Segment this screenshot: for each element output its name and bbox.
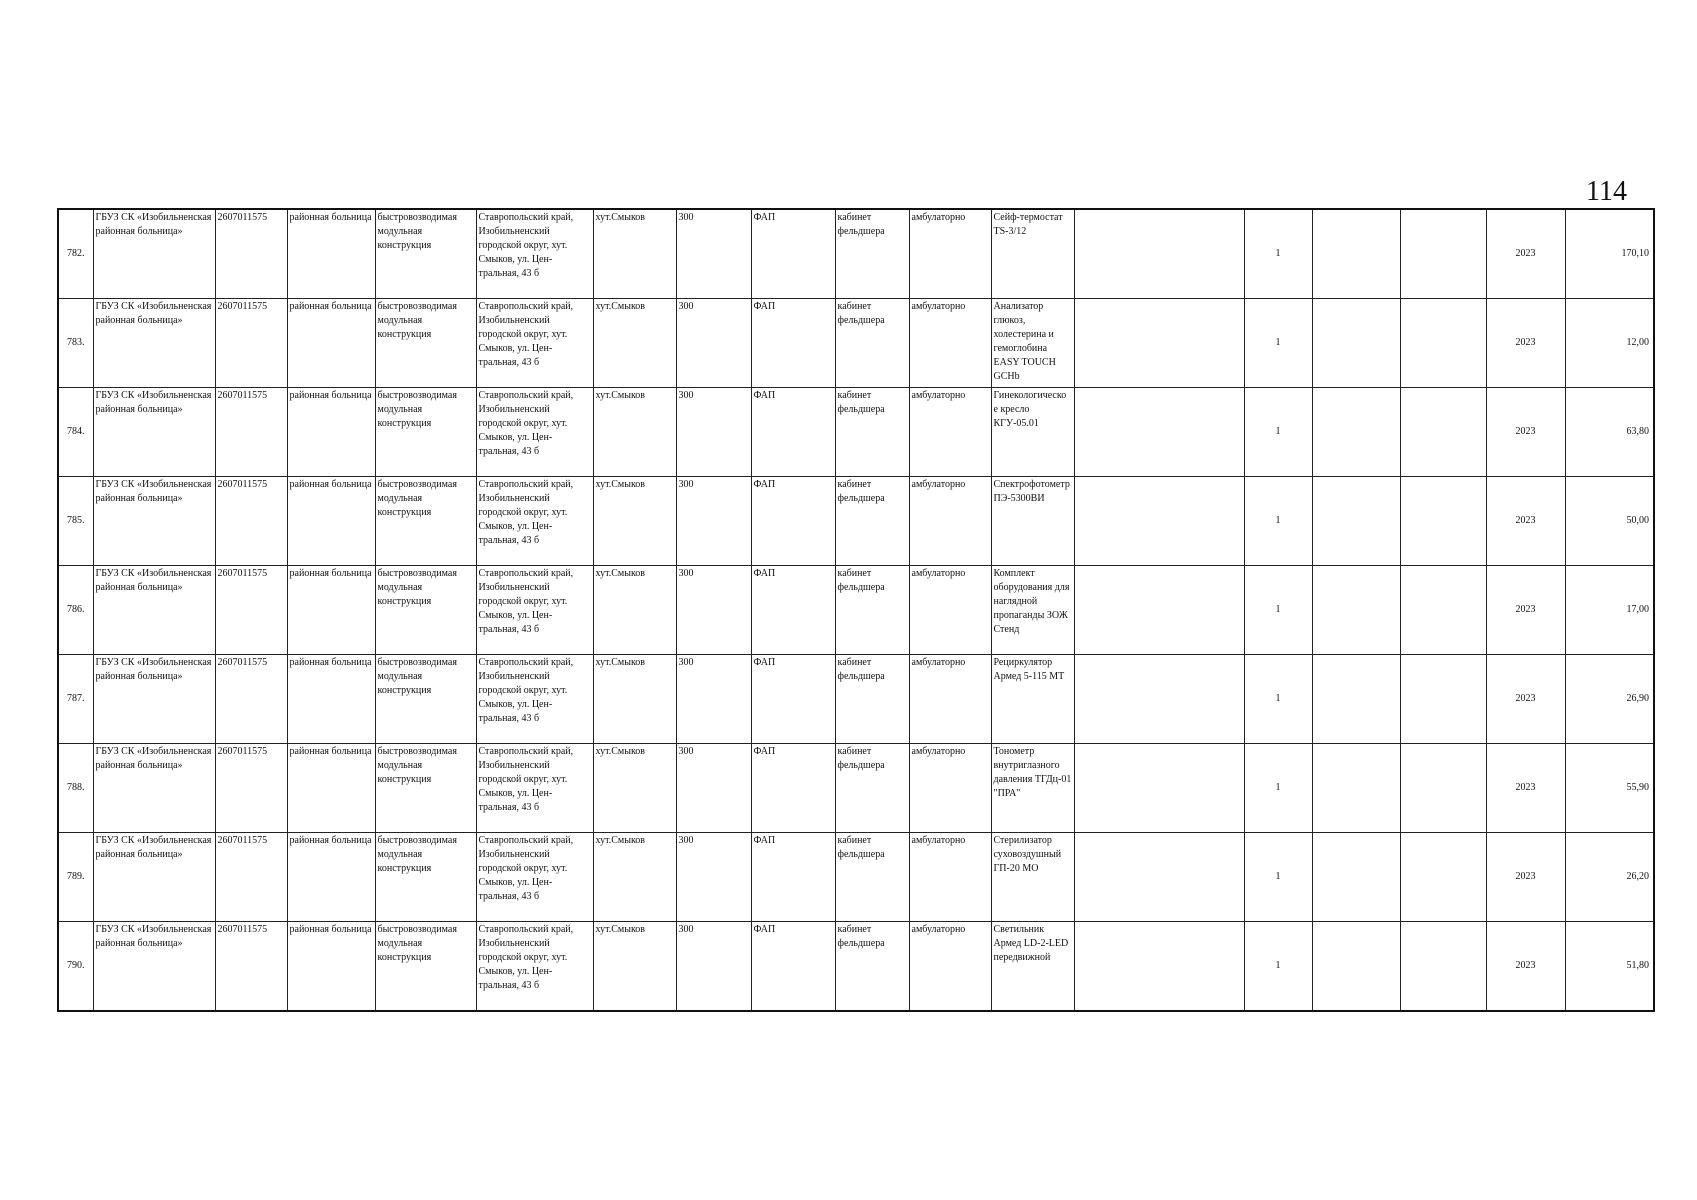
settlement-cell: хут.Смыков — [593, 655, 676, 744]
population-cell: 300 — [676, 744, 751, 833]
inn-cell: 2607011575 — [215, 299, 287, 388]
institution-type-cell: районная больница — [287, 655, 375, 744]
facility-cell: ФАП — [751, 744, 835, 833]
empty-cell — [1400, 388, 1486, 477]
facility-cell: ФАП — [751, 388, 835, 477]
cost-cell: 26,20 — [1565, 833, 1654, 922]
population-cell: 300 — [676, 299, 751, 388]
building-type-cell: быстровозводимая модульная конструкция — [375, 388, 476, 477]
care-type-cell: амбулаторно — [909, 388, 991, 477]
empty-cell — [1074, 299, 1244, 388]
empty-cell — [1400, 477, 1486, 566]
institution-type-cell: районная больница — [287, 388, 375, 477]
care-type-cell: амбулаторно — [909, 209, 991, 299]
building-type-cell: быстровозводимая модульная конструкция — [375, 209, 476, 299]
quantity-cell: 1 — [1244, 922, 1312, 1012]
year-cell: 2023 — [1486, 299, 1565, 388]
year-cell: 2023 — [1486, 209, 1565, 299]
facility-cell: ФАП — [751, 209, 835, 299]
empty-cell — [1400, 209, 1486, 299]
care-type-cell: амбулаторно — [909, 655, 991, 744]
empty-cell — [1074, 833, 1244, 922]
row-number: 790. — [58, 922, 93, 1012]
organization-cell: ГБУЗ СК «Изобильненская районная больница» — [93, 833, 215, 922]
organization-cell: ГБУЗ СК «Изобильненская районная больница» — [93, 922, 215, 1012]
quantity-cell: 1 — [1244, 477, 1312, 566]
room-cell: кабинет фельдшера — [835, 744, 909, 833]
room-cell: кабинет фельдшера — [835, 833, 909, 922]
row-number: 789. — [58, 833, 93, 922]
facility-cell: ФАП — [751, 566, 835, 655]
care-type-cell: амбулаторно — [909, 833, 991, 922]
empty-cell — [1400, 299, 1486, 388]
room-cell: кабинет фельдшера — [835, 922, 909, 1012]
care-type-cell: амбулаторно — [909, 477, 991, 566]
table-row — [58, 833, 1654, 922]
cost-cell: 50,00 — [1565, 477, 1654, 566]
room-cell: кабинет фельдшера — [835, 299, 909, 388]
facility-cell: ФАП — [751, 833, 835, 922]
address-cell: Ставропольский край, Изобильненский городской округ, хут. Смыков, ул. Цен- тральная, 43 б — [476, 922, 593, 1012]
row-number: 785. — [58, 477, 93, 566]
organization-cell: ГБУЗ СК «Изобильненская районная больница» — [93, 388, 215, 477]
population-cell: 300 — [676, 922, 751, 1012]
building-type-cell: быстровозводимая модульная конструкция — [375, 744, 476, 833]
settlement-cell: хут.Смыков — [593, 566, 676, 655]
settlement-cell: хут.Смыков — [593, 744, 676, 833]
settlement-cell: хут.Смыков — [593, 209, 676, 299]
facility-cell: ФАП — [751, 477, 835, 566]
organization-cell: ГБУЗ СК «Изобильненская районная больница» — [93, 209, 215, 299]
building-type-cell: быстровозводимая модульная конструкция — [375, 477, 476, 566]
population-cell: 300 — [676, 833, 751, 922]
facility-cell: ФАП — [751, 299, 835, 388]
organization-cell: ГБУЗ СК «Изобильненская районная больница» — [93, 655, 215, 744]
equipment-cell: Светильник Армед LD-2-LED передвижной — [991, 922, 1074, 1012]
row-number: 783. — [58, 299, 93, 388]
settlement-cell: хут.Смыков — [593, 388, 676, 477]
cost-cell: 26,90 — [1565, 655, 1654, 744]
room-cell: кабинет фельдшера — [835, 209, 909, 299]
year-cell: 2023 — [1486, 833, 1565, 922]
institution-type-cell: районная больница — [287, 209, 375, 299]
row-number: 784. — [58, 388, 93, 477]
inn-cell: 2607011575 — [215, 744, 287, 833]
address-cell: Ставропольский край, Изобильненский городской округ, хут. Смыков, ул. Цен- тральная, 43 б — [476, 209, 593, 299]
quantity-cell: 1 — [1244, 833, 1312, 922]
equipment-cell: Комплект оборудования для наглядной пропаганды ЗОЖ Стенд — [991, 566, 1074, 655]
empty-cell — [1074, 655, 1244, 744]
population-cell: 300 — [676, 388, 751, 477]
table-row — [58, 655, 1654, 744]
empty-cell — [1074, 744, 1244, 833]
equipment-cell: Анализатор глюкоз, холестерина и гемоглобина EASY TOUCH GCHb — [991, 299, 1074, 388]
table-row — [58, 299, 1654, 388]
inn-cell: 2607011575 — [215, 388, 287, 477]
quantity-cell: 1 — [1244, 388, 1312, 477]
empty-cell — [1312, 477, 1400, 566]
equipment-cell: Тонометр внутриглазного давления ТГДц-01 "ПРА" — [991, 744, 1074, 833]
building-type-cell: быстровозводимая модульная конструкция — [375, 833, 476, 922]
table-row — [58, 566, 1654, 655]
empty-cell — [1312, 744, 1400, 833]
empty-cell — [1312, 388, 1400, 477]
quantity-cell: 1 — [1244, 299, 1312, 388]
cost-cell: 17,00 — [1565, 566, 1654, 655]
empty-cell — [1074, 566, 1244, 655]
building-type-cell: быстровозводимая модульная конструкция — [375, 922, 476, 1012]
settlement-cell: хут.Смыков — [593, 922, 676, 1012]
equipment-cell: Рециркулятор Армед 5-115 МТ — [991, 655, 1074, 744]
inn-cell: 2607011575 — [215, 655, 287, 744]
empty-cell — [1400, 655, 1486, 744]
empty-cell — [1074, 209, 1244, 299]
empty-cell — [1312, 209, 1400, 299]
institution-type-cell: районная больница — [287, 833, 375, 922]
facility-cell: ФАП — [751, 922, 835, 1012]
empty-cell — [1400, 566, 1486, 655]
care-type-cell: амбулаторно — [909, 922, 991, 1012]
institution-type-cell: районная больница — [287, 477, 375, 566]
empty-cell — [1312, 922, 1400, 1012]
table-row — [58, 388, 1654, 477]
institution-type-cell: районная больница — [287, 566, 375, 655]
cost-cell: 55,90 — [1565, 744, 1654, 833]
empty-cell — [1400, 922, 1486, 1012]
care-type-cell: амбулаторно — [909, 299, 991, 388]
inn-cell: 2607011575 — [215, 477, 287, 566]
room-cell: кабинет фельдшера — [835, 655, 909, 744]
building-type-cell: быстровозводимая модульная конструкция — [375, 566, 476, 655]
equipment-cell: Сейф-термостат TS-3/12 — [991, 209, 1074, 299]
facility-cell: ФАП — [751, 655, 835, 744]
quantity-cell: 1 — [1244, 744, 1312, 833]
table-row — [58, 922, 1654, 1012]
population-cell: 300 — [676, 566, 751, 655]
address-cell: Ставропольский край, Изобильненский городской округ, хут. Смыков, ул. Цен- тральная, 43 б — [476, 833, 593, 922]
cost-cell: 12,00 — [1565, 299, 1654, 388]
year-cell: 2023 — [1486, 744, 1565, 833]
organization-cell: ГБУЗ СК «Изобильненская районная больница» — [93, 566, 215, 655]
quantity-cell: 1 — [1244, 566, 1312, 655]
population-cell: 300 — [676, 655, 751, 744]
table-row — [58, 477, 1654, 566]
address-cell: Ставропольский край, Изобильненский городской округ, хут. Смыков, ул. Цен- тральная, 43 б — [476, 566, 593, 655]
cost-cell: 51,80 — [1565, 922, 1654, 1012]
inn-cell: 2607011575 — [215, 922, 287, 1012]
quantity-cell: 1 — [1244, 209, 1312, 299]
equipment-cell: Гинекологическо е кресло КГУ-05.01 — [991, 388, 1074, 477]
cost-cell: 63,80 — [1565, 388, 1654, 477]
table-row — [58, 209, 1654, 299]
year-cell: 2023 — [1486, 655, 1565, 744]
equipment-cell: Стерилизатор суховоздушный ГП-20 МО — [991, 833, 1074, 922]
empty-cell — [1074, 477, 1244, 566]
organization-cell: ГБУЗ СК «Изобильненская районная больница» — [93, 744, 215, 833]
settlement-cell: хут.Смыков — [593, 477, 676, 566]
organization-cell: ГБУЗ СК «Изобильненская районная больница» — [93, 299, 215, 388]
room-cell: кабинет фельдшера — [835, 566, 909, 655]
organization-cell: ГБУЗ СК «Изобильненская районная больница» — [93, 477, 215, 566]
year-cell: 2023 — [1486, 566, 1565, 655]
address-cell: Ставропольский край, Изобильненский городской округ, хут. Смыков, ул. Цен- тральная, 43 б — [476, 744, 593, 833]
inn-cell: 2607011575 — [215, 209, 287, 299]
settlement-cell: хут.Смыков — [593, 299, 676, 388]
care-type-cell: амбулаторно — [909, 744, 991, 833]
equipment-cell: Спектрофотометр ПЭ-5300ВИ — [991, 477, 1074, 566]
room-cell: кабинет фельдшера — [835, 388, 909, 477]
inn-cell: 2607011575 — [215, 833, 287, 922]
address-cell: Ставропольский край, Изобильненский городской округ, хут. Смыков, ул. Цен- тральная, 43 б — [476, 655, 593, 744]
empty-cell — [1312, 833, 1400, 922]
year-cell: 2023 — [1486, 922, 1565, 1012]
empty-cell — [1312, 566, 1400, 655]
empty-cell — [1400, 744, 1486, 833]
institution-type-cell: районная больница — [287, 299, 375, 388]
row-number: 787. — [58, 655, 93, 744]
row-number: 786. — [58, 566, 93, 655]
row-number: 782. — [58, 209, 93, 299]
room-cell: кабинет фельдшера — [835, 477, 909, 566]
building-type-cell: быстровозводимая модульная конструкция — [375, 655, 476, 744]
empty-cell — [1074, 922, 1244, 1012]
institution-type-cell: районная больница — [287, 922, 375, 1012]
empty-cell — [1312, 299, 1400, 388]
address-cell: Ставропольский край, Изобильненский городской округ, хут. Смыков, ул. Цен- тральная, 43 б — [476, 388, 593, 477]
year-cell: 2023 — [1486, 477, 1565, 566]
empty-cell — [1074, 388, 1244, 477]
building-type-cell: быстровозводимая модульная конструкция — [375, 299, 476, 388]
row-number: 788. — [58, 744, 93, 833]
empty-cell — [1400, 833, 1486, 922]
population-cell: 300 — [676, 477, 751, 566]
inn-cell: 2607011575 — [215, 566, 287, 655]
care-type-cell: амбулаторно — [909, 566, 991, 655]
page-number: 114 — [1586, 176, 1627, 207]
settlement-cell: хут.Смыков — [593, 833, 676, 922]
empty-cell — [1312, 655, 1400, 744]
institution-type-cell: районная больница — [287, 744, 375, 833]
quantity-cell: 1 — [1244, 655, 1312, 744]
population-cell: 300 — [676, 209, 751, 299]
address-cell: Ставропольский край, Изобильненский городской округ, хут. Смыков, ул. Цен- тральная, 43 б — [476, 299, 593, 388]
address-cell: Ставропольский край, Изобильненский городской округ, хут. Смыков, ул. Цен- тральная, 43 б — [476, 477, 593, 566]
year-cell: 2023 — [1486, 388, 1565, 477]
cost-cell: 170,10 — [1565, 209, 1654, 299]
equipment-table — [57, 208, 1655, 1012]
table-row — [58, 744, 1654, 833]
